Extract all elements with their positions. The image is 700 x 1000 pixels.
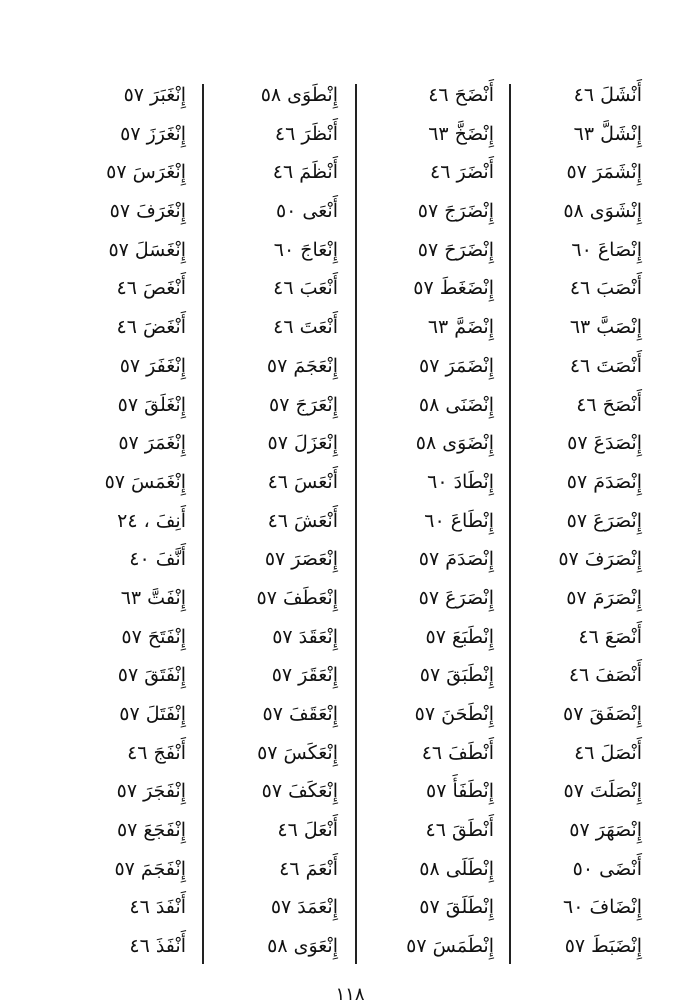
entry: إِنْصَرَمَ ٥٧ [566,586,642,609]
entry: إِنْطَاعَ ٦٠ [424,509,494,532]
column-1 [492,76,642,966]
entry: إِنْعَكَسَ ٥٧ [257,741,338,764]
entry: أَنْعَسَ ٤٦ [267,470,338,493]
entry: أَنْفَجَ ٤٦ [127,741,186,764]
entry: إِنْفَجَعَ ٥٧ [116,819,186,842]
entry: أَنْصَتَ ٤٦ [569,354,642,377]
entry: إِنْعَرَجَ ٥٧ [269,393,338,416]
entry: إِنْفَتَقَ ٥٧ [117,664,186,687]
entry: إِنْشَوَى ٥٨ [563,200,642,223]
entry: إِنْطَبَعَ ٥٧ [425,625,494,648]
column-2 [344,76,494,966]
entry: أَنْعَى ٥٠ [275,200,338,223]
entry: إِنْضَافَ ٦٠ [563,896,642,919]
column-divider [355,84,357,964]
entry: إِنْصَبَّ ٦٣ [569,316,642,339]
entry: إِنْضَمَّ ٦٣ [427,316,494,339]
entry: إِنْضَغَطَ ٥٧ [413,277,494,300]
entry: إِنْفَتَلَ ٥٧ [119,703,186,725]
entry: أَنْضَحَ ٤٦ [428,84,494,106]
entry: إِنْغَرَسَ ٥٧ [106,161,186,184]
entry: إِنْغَمَسَ ٥٧ [104,470,186,493]
entry: أَنْظَمَ ٤٦ [272,161,338,184]
entry: إِنْعَقَفَ ٥٧ [262,703,338,725]
column-4 [36,76,186,966]
entry: إِنْعَوَى ٥٨ [267,935,338,958]
entry: إِنْصَهَرَ ٥٧ [569,819,642,842]
entry: إِنْغَفَرَ ٥٧ [119,354,186,377]
entry: إِنْضَمَرَ ٥٧ [419,354,494,377]
column-divider [202,84,204,964]
entry: إِنْطَحَنَ ٥٧ [414,703,494,725]
entry: إِنْطَفَأَ ٥٧ [425,780,494,803]
entry: أَنْصَفَ ٤٦ [568,664,642,687]
entry: إِنْضَرَجَ ٥٧ [417,200,494,223]
entry: إِنْطَلَقَ ٥٧ [419,896,494,919]
entry: إِنْعَكَفَ ٥٧ [261,780,338,803]
entry: إِنْصَرَفَ ٥٧ [558,548,642,571]
entry: أَنْعَلَ ٤٦ [277,819,338,842]
entry: أَنْفَذَ ٤٦ [129,935,186,958]
entry: إِنْصَدَمَ ٥٧ [418,548,494,571]
entry: إِنْعَمَدَ ٥٧ [270,896,338,919]
column-3 [188,76,338,966]
entry: إِنْصَلَتَ ٥٧ [563,780,642,803]
entry: إِنْضَخَّ ٦٣ [428,122,494,145]
column-divider [509,84,511,964]
entry: إِنْضَبَطَ ٥٧ [564,935,642,958]
entry: إِنْضَوَى ٥٨ [415,432,494,455]
entry: إِنْغَسَلَ ٥٧ [108,238,186,261]
entry: أَنْطَقَ ٤٦ [425,819,494,842]
entry: إِنْغَمَرَ ٥٧ [118,432,186,455]
entry: أَنْضَى ٥٠ [572,857,642,880]
entry: إِنْطَوَى ٥٨ [260,84,338,106]
entry: إِنْطَمَسَ ٥٧ [406,935,494,958]
entry: إِنْصَدَمَ ٥٧ [566,470,642,493]
entry: إِنْصَدَعَ ٥٧ [567,432,642,455]
entry: أَنْعَتَ ٤٦ [273,316,338,339]
entry: إِنْشَلَّ ٦٣ [573,122,642,145]
entry: أَنِفَ ، ٢٤ [117,509,186,532]
entry: إِنْفَتَّ ٦٣ [120,586,186,609]
entry: إِنْشَمَرَ ٥٧ [566,161,642,184]
entry: أَنْعَبَ ٤٦ [273,277,338,300]
entry: أَنْفَدَ ٤٦ [129,896,186,919]
entry: إِنْطَلَى ٥٨ [419,857,494,880]
entry: أَنْصَحَ ٤٦ [576,393,642,416]
entry: إِنْعَطَفَ ٥٧ [256,586,338,609]
entry: أَنْصَعَ ٤٦ [578,625,642,648]
entry: إِنْفَجَرَ ٥٧ [116,780,186,803]
entry: إِنْضَنَى ٥٨ [418,393,494,416]
entry: إِنْفَتَحَ ٥٧ [121,625,186,648]
entry: أَنْعَشَ ٤٦ [267,509,338,532]
entry: إِنْطَادَ ٦٠ [427,470,494,493]
entry: إِنْعَقَرَ ٥٧ [271,664,338,687]
entry: أَنْضَرَ ٤٦ [430,161,494,184]
entry: إِنْصَاعَ ٦٠ [571,238,642,261]
entry: إِنْصَرَعَ ٥٧ [566,509,642,532]
page-number: ١١٨ [335,984,365,1000]
entry: إِنْعَجَمَ ٥٧ [266,354,338,377]
entry: أَنْغَضَ ٤٦ [116,316,186,339]
entry: إِنْصَفَقَ ٥٧ [563,703,642,725]
entry: أَنْعَمَ ٤٦ [279,857,338,880]
entry: أَنْطَفَ ٤٦ [421,741,494,764]
entry: إِنْعَصَرَ ٥٧ [264,548,338,571]
entry: أَنْظَرَ ٤٦ [274,122,338,145]
entry: إِنْعَزَلَ ٥٧ [267,432,338,455]
entry: إِنْصَرَعَ ٥٧ [418,586,494,609]
entry: إِنْضَرَحَ ٥٧ [417,238,494,261]
entry: أَنْغَصَ ٤٦ [116,277,186,300]
entry: إِنْغَرَفَ ٥٧ [109,200,186,223]
entry: إِنْعَقَدَ ٥٧ [272,625,338,648]
entry: أَنْشَلَ ٤٦ [573,84,642,106]
entry: إِنْغَرَزَ ٥٧ [120,122,186,145]
entry: أَنَّفَ ٤٠ [129,548,186,571]
entry: إِنْعَاجَ ٦٠ [273,238,338,261]
entry: أَنْصَلَ ٤٦ [574,741,642,764]
entry: أَنْصَبَ ٤٦ [569,277,642,300]
entry: إِنْغَبَرَ ٥٧ [123,84,186,106]
entry: إِنْفَجَمَ ٥٧ [114,857,186,880]
entry: إِنْطَبَقَ ٥٧ [419,664,494,687]
entry: إِنْغَلَقَ ٥٧ [117,393,186,416]
